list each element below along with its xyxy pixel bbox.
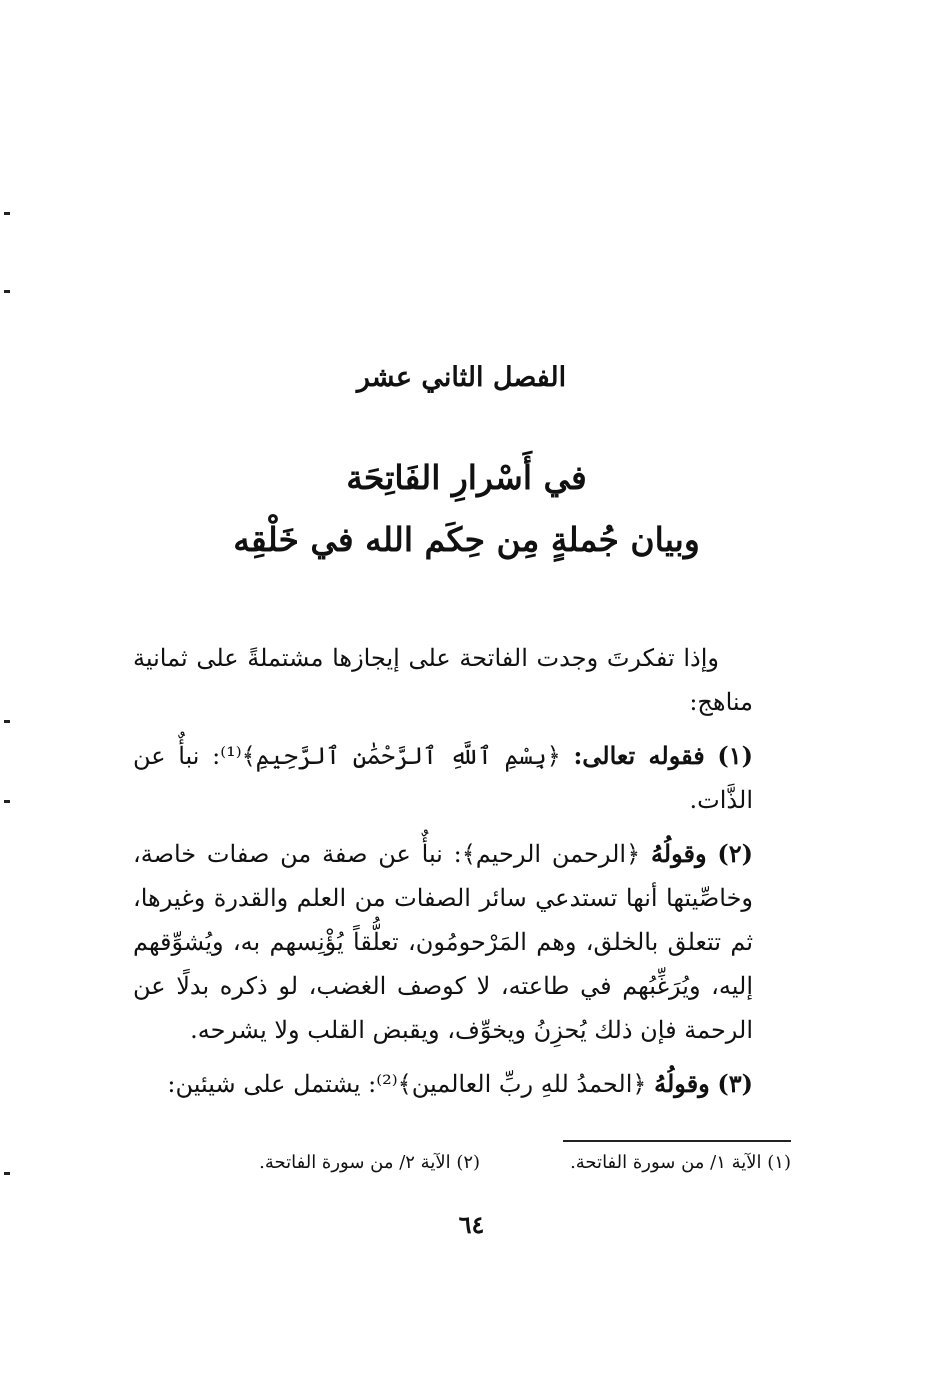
list-item [133, 1062, 753, 1106]
footnotes [151, 1152, 791, 1173]
list-item [133, 832, 753, 1052]
margin-mark [4, 720, 10, 723]
item-lead: وقولُهُ [650, 839, 707, 868]
intro-paragraph: وإذا تفكرتَ وجدت الفاتحة على إيجازها مشتملةً على ثمانية مناهج: [133, 644, 753, 716]
item-text: ﴿بِسْمِ ٱللَّهِ ٱلرَّحْمَٰنِ ٱلرَّحِيمِ﴾⁽¹⁾: نبأٌ عن الذَّات. [133, 742, 753, 814]
title-line-2: وبيان جُملةٍ مِن حِكَم الله في خَلْقِه [233, 520, 700, 559]
item-lead: فقوله تعالى: [573, 741, 705, 770]
item-number: (١) [717, 741, 753, 770]
margin-mark [4, 1172, 10, 1175]
item-text: ﴿الرحمن الرحيم﴾: نبأٌ عن صفة من صفات خاصة، وخاصِّيتها أنها تستدعي سائر الصفات من العلم والقدرة وغيرها، ثم تتعلق بالخلق، وهم المَرْحومُون، تعلُّقاً يُؤْنِسهم به، ويُشوِّقهم إليه، ويُرَغِّبُهم في طاعته، لا كوصف الغضب، لو ذكره بدلًا عن الرحمة فإن ذلك يُحزِنُ ويخوِّف، ويقبض القلب ولا يشرحه. [133, 840, 753, 1044]
page-number: ٦٤ [458, 1210, 485, 1239]
margin-mark [4, 290, 10, 293]
title-line-1: في أَسْرارِ الفَاتِحَة [346, 458, 587, 497]
item-text: ﴿الحمدُ للهِ ربِّ العالمين﴾⁽²⁾: يشتمل على شيئين: [167, 1070, 647, 1098]
chapter-heading: الفصل الثاني عشر [356, 362, 567, 393]
margin-mark [4, 212, 10, 215]
body-text [133, 636, 753, 1116]
item-number: (٣) [717, 1069, 753, 1098]
margin-mark [4, 800, 10, 803]
item-lead: وقولُهُ [654, 1069, 710, 1098]
footnote-divider [563, 1140, 791, 1142]
footnote: (٢) الآية ٢/ من سورة الفاتحة. [259, 1152, 481, 1173]
footnote: (١) الآية ١/ من سورة الفاتحة. [570, 1152, 791, 1173]
list-item [133, 734, 753, 822]
item-number: (٢) [717, 839, 753, 868]
